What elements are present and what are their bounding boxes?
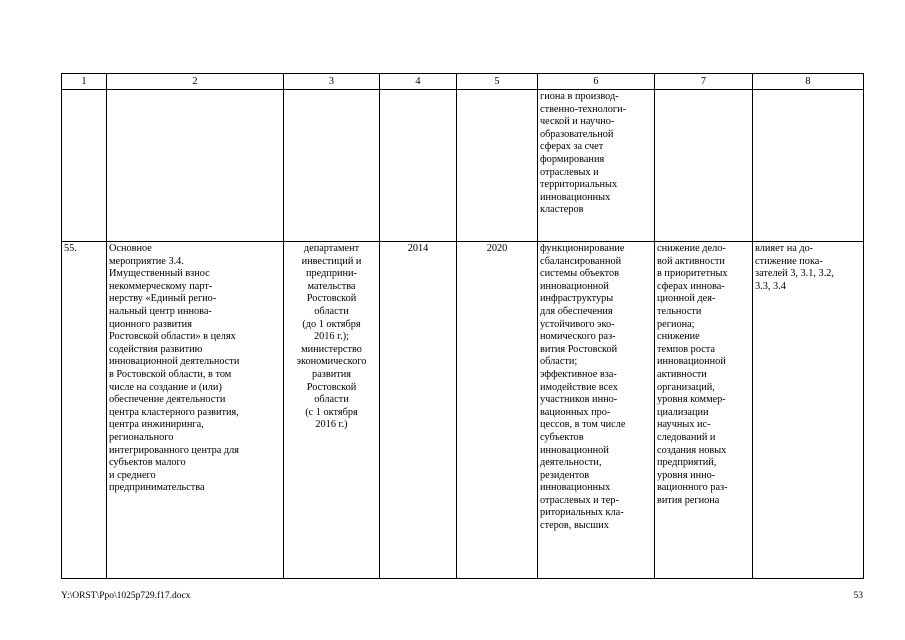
measure-name: [107, 242, 284, 579]
text-line: резидентов: [540, 469, 590, 481]
text-line: 2016 г.);: [313, 331, 350, 343]
cont-cell-1: [62, 90, 107, 242]
text-line: ционного развития: [109, 318, 192, 330]
text-line: зателей 3, 3.1, 3.2,: [755, 268, 834, 280]
text-line: сферах за счет: [540, 141, 604, 153]
text-line: Ростовской: [306, 381, 357, 393]
text-line: и среднего: [109, 469, 156, 481]
cont-cell-8: [753, 90, 864, 242]
text-line: ционной дея-: [657, 293, 716, 305]
footer-file-path: Y:\ORST\Ppo\1025p729.f17.docx: [61, 591, 191, 601]
text-line: интегрированного центра для: [109, 444, 240, 456]
page-number: 53: [853, 591, 863, 601]
end-year: 2020: [457, 242, 538, 579]
text-line: обеспечение деятельности: [109, 394, 226, 406]
text-line: для обеспечения: [540, 305, 613, 317]
text-line: отраслевых и тер-: [540, 494, 619, 506]
text-line: сбалансированной: [540, 255, 622, 267]
text-line: содействия развитию: [109, 343, 203, 355]
expected-result: [538, 242, 655, 579]
text-line: некоммерческому парт-: [109, 280, 213, 292]
text-line: инновационных: [540, 191, 611, 203]
header-col-3: 3: [284, 74, 380, 90]
text-line: ственно-технологи-: [540, 103, 627, 115]
text-line: мероприятие 3.4.: [109, 255, 184, 267]
text-line: развития: [312, 368, 351, 380]
consequences: [655, 242, 753, 579]
header-col-8: 8: [753, 74, 864, 90]
text-line: 3.3, 3.4: [755, 280, 786, 292]
text-line: вационного раз-: [657, 482, 728, 494]
text-line: числе на создание и (или): [109, 381, 222, 393]
text-line: участников инно-: [540, 394, 618, 406]
text-line: Ростовской области» в целях: [109, 331, 236, 343]
header-col-5: 5: [457, 74, 538, 90]
text-line: в Ростовской области, в том: [109, 368, 232, 380]
text-line: предприни-: [306, 268, 357, 280]
header-col-7: 7: [655, 74, 753, 90]
text-line: ческой и научно-: [540, 116, 615, 128]
text-line: инфраструктуры: [540, 293, 614, 305]
text-line: снижение дело-: [657, 243, 726, 254]
text-line: инновационной деятельности: [109, 356, 240, 368]
text-line: Имущественный взнос: [109, 268, 210, 280]
text-line: устойчивого эко-: [540, 318, 615, 330]
text-line: функционирование: [540, 243, 625, 254]
cont-cell-4: [380, 90, 457, 242]
text-line: образовательной: [540, 128, 614, 140]
indicators-link: [753, 242, 864, 579]
header-col-1: 1: [62, 74, 107, 90]
text-line: инновационных: [540, 482, 611, 494]
text-line: инновационной: [540, 280, 609, 292]
text-line: нерству «Единый регио-: [109, 293, 217, 305]
text-line: имодействие всех: [540, 381, 618, 393]
text-line: центра инжиниринга,: [109, 419, 204, 431]
text-line: следований и: [657, 431, 716, 443]
text-line: вития Ростовской: [540, 343, 618, 355]
text-line: стеров, высших: [540, 520, 609, 532]
text-line: цессов, в том числе: [540, 419, 626, 431]
text-line: кластеров: [540, 204, 584, 216]
text-line: инновационной: [657, 356, 726, 368]
text-line: 2016 г.): [315, 419, 348, 431]
cont-cell-2: [107, 90, 284, 242]
text-line: риториальных кла-: [540, 507, 624, 519]
text-line: мательства: [307, 280, 356, 292]
cont-cell-result: [538, 90, 655, 242]
continuation-row: [62, 90, 864, 242]
text-line: субъектов малого: [109, 457, 186, 469]
text-line: циализации: [657, 406, 709, 418]
row-number: 55.: [62, 242, 107, 579]
text-line: формирования: [540, 153, 605, 165]
text-line: центра кластерного развития,: [109, 406, 239, 418]
text-line: отраслевых и: [540, 166, 599, 178]
header-col-4: 4: [380, 74, 457, 90]
text-line: системы объектов: [540, 268, 619, 280]
text-line: гиона в производ-: [540, 91, 619, 102]
text-line: министерство: [301, 343, 362, 355]
text-line: инновационной: [540, 444, 609, 456]
text-line: (до 1 октября: [302, 318, 361, 330]
text-line: инвестиций и: [301, 255, 362, 267]
executor: [284, 242, 380, 579]
text-line: нальный центр иннова-: [109, 305, 212, 317]
text-line: сферах иннова-: [657, 280, 725, 292]
text-line: Основное: [109, 243, 152, 254]
text-line: номического раз-: [540, 331, 616, 343]
header-col-6: 6: [538, 74, 655, 90]
text-line: деятельности,: [540, 457, 602, 469]
text-line: темпов роста: [657, 343, 716, 355]
text-line: области: [314, 394, 349, 406]
text-line: экономического: [296, 356, 367, 368]
text-line: научных ис-: [657, 419, 711, 431]
text-line: регионального: [109, 431, 174, 443]
text-line: Ростовской: [306, 293, 357, 305]
text-line: вития региона: [657, 494, 720, 506]
text-line: влияет на до-: [755, 243, 814, 254]
text-line: вой активности: [657, 255, 725, 267]
text-line: снижение: [657, 331, 700, 343]
text-line: предприятий,: [657, 457, 717, 469]
text-line: организаций,: [657, 381, 715, 393]
text-line: создания новых: [657, 444, 727, 456]
cont-cell-3: [284, 90, 380, 242]
text-line: уровня коммер-: [657, 394, 726, 406]
text-line: территориальных: [540, 179, 618, 191]
table-row-55: [62, 242, 864, 579]
text-line: активности: [657, 368, 707, 380]
text-line: вационных про-: [540, 406, 611, 418]
text-line: субъектов: [540, 431, 584, 443]
cont-cell-7: [655, 90, 753, 242]
text-line: тельности: [657, 305, 702, 317]
text-line: эффективное вза-: [540, 368, 617, 380]
text-line: департамент: [303, 243, 360, 254]
cont-cell-5: [457, 90, 538, 242]
start-year: 2014: [380, 242, 457, 579]
text-line: уровня инно-: [657, 469, 716, 481]
text-line: области;: [540, 356, 578, 368]
text-line: в приоритетных: [657, 268, 728, 280]
text-line: стижение пока-: [755, 255, 823, 267]
header-row: [62, 74, 864, 90]
text-line: региона;: [657, 318, 695, 330]
program-table: [61, 73, 864, 579]
text-line: предпринимательства: [109, 482, 205, 494]
text-line: (с 1 октября: [305, 406, 358, 418]
header-col-2: 2: [107, 74, 284, 90]
text-line: области: [314, 305, 349, 317]
